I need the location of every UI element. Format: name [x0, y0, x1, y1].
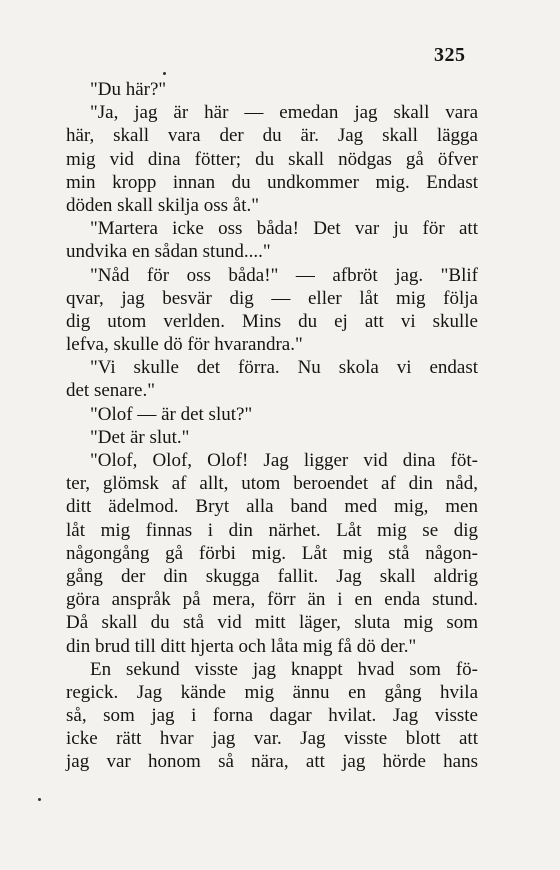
text-line: dig utom verlden. Mins du ej att vi skulle — [66, 310, 478, 332]
text-line: döden skall skilja oss åt." — [66, 194, 259, 216]
text-line: det senare." — [66, 380, 155, 402]
text-line: "Martera icke oss båda! Det var ju för att — [90, 218, 478, 240]
text-line: jag var honom så nära, att jag hörde hans — [66, 751, 478, 773]
text-line: "Ja, jag är här — emedan jag skall vara — [90, 102, 478, 124]
text-line: min kropp innan du undkommer mig. Endast — [66, 171, 478, 193]
text-line: göra anspråk på mera, förr än i en enda stund. — [66, 589, 478, 611]
text-line: "Olof, Olof, Olof! Jag ligger vid dina föt- — [90, 450, 478, 471]
text-line: mig vid dina fötter; du skall nödgas gå öfver — [66, 148, 478, 170]
text-line: gång der din skugga fallit. Jag skall aldrig — [66, 565, 478, 587]
text-line: så, som jag i forna dagar hvilat. Jag visste — [66, 705, 478, 727]
text-line: lefva, skulle dö för hvarandra." — [66, 334, 303, 356]
text-line: ter, glömsk af allt, utom beroendet af din nåd, — [66, 473, 478, 495]
text-line: "Det är slut." — [90, 426, 190, 448]
text-line: ditt ädelmod. Bryt alla band med mig, men — [66, 496, 478, 518]
text-line: låt mig finnas i din närhet. Låt mig se dig — [66, 519, 478, 541]
text-line: någongång gå förbi mig. Låt mig stå någon- — [66, 542, 478, 564]
text-line: "Du här?" — [90, 79, 167, 100]
text-line: din brud till ditt hjerta och låta mig få dö der." — [66, 635, 417, 657]
body-text — [66, 78, 478, 774]
text-line: här, skall vara der du är. Jag skall lägga — [66, 125, 478, 147]
text-line: qvar, jag besvär dig — eller låt mig följa — [66, 287, 478, 309]
ink-speck — [163, 72, 166, 75]
text-line: "Olof — är det slut?" — [90, 403, 253, 425]
text-line: icke rätt hvar jag var. Jag visste blott att — [66, 728, 478, 750]
text-line: Då skall du stå vid mitt läger, sluta mig som — [66, 612, 478, 634]
ink-speck — [38, 798, 41, 801]
text-line: regick. Jag kände mig ännu en gång hvila — [66, 681, 478, 703]
text-line: "Nåd för oss båda!" — afbröt jag. "Blif — [90, 264, 478, 286]
text-line: undvika en sådan stund...." — [66, 241, 271, 263]
text-line: "Vi skulle det förra. Nu skola vi endast — [90, 357, 478, 379]
page-number: 325 — [434, 44, 466, 66]
text-line: En sekund visste jag knappt hvad som fö- — [90, 658, 478, 680]
